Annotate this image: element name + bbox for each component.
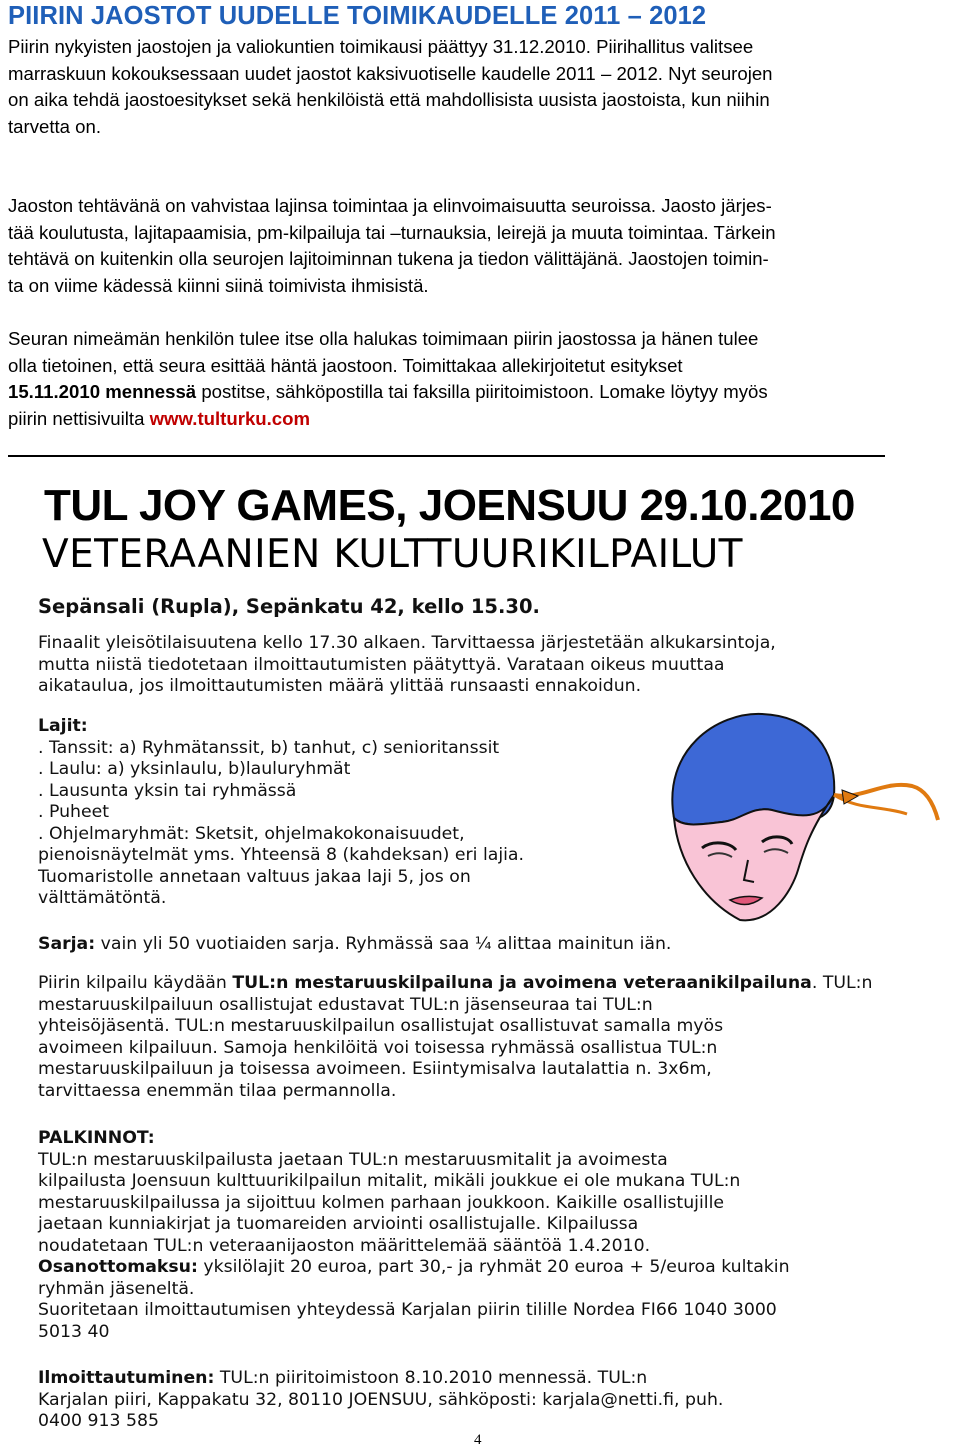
osanotto-label: Osanottomaksu: [38,1257,198,1277]
intro-line: Piirin nykyisten jaostojen ja valiokuntien toimikausi päättyy 31.12.2010. Piirihallitus valitsee [8,36,754,57]
info-bold: TUL:n mestaruuskilpailuna ja avoimena veteraanikilpailuna [232,973,812,993]
palkinnot-line: noudatetaan TUL:n veteraanijaoston määrittelemää sääntöä 1.4.2010. [38,1235,651,1256]
nominee-line [8,406,958,433]
palkinnot-line: mestaruuskilpailussa ja sijoittuu kolmen parhaan joukkoon. Kaikille osallistujille [38,1192,725,1213]
lajit-item: pienoisnäytelmät yms. Yhteensä 8 (kahdeksan) eri lajia. [38,845,525,865]
info-line [38,973,938,995]
tasks-line: Jaoston tehtävänä on vahvistaa lajinsa toimintaa ja elinvoimaisuutta seuroissa. Jaosto järjes- [8,195,772,216]
tasks-paragraph [8,193,958,299]
competition-info [38,973,938,1102]
page-heading: PIIRIN JAOSTOT UUDELLE TOIMIKAUDELLE 2011 – 2012 [8,2,707,30]
sarja-label: Sarja: [38,934,96,954]
lajit-heading: Lajit: [38,716,88,736]
ilmo-value: TUL:n piiritoimistoon 8.10.2010 mennessä. TUL:n [214,1368,648,1388]
palkinnot-section [38,1128,938,1343]
osanotto-line: Suoritetaan ilmoittautumisen yhteydessä Karjalan piirin tilille Nordea FI66 1040 3000 [38,1300,777,1320]
intro-line: on aika tehdä jaostoesitykset sekä henkilöistä että mahdollisista uusista jaostoista, kun niihin [8,89,770,110]
ilmo-line: Karjalan piiri, Kappakatu 32, 80110 JOENSUU, sähköposti: karjala@netti.fi, puh. [38,1389,724,1410]
deadline-text: 15.11.2010 mennessä [8,381,197,402]
info-line: tarvittaessa enemmän tilaa permannolla. [38,1080,397,1101]
intro-line: tarvetta on. [8,115,102,137]
event-venue: Sepänsali (Rupla), Sepänkatu 42, kello 15.30. [38,595,540,618]
website-link[interactable]: www.tulturku.com [149,407,311,429]
nominee-line-rest: postitse, sähköpostilla tai faksilla piiritoimistoon. Lomake löytyy myös [196,381,768,402]
ilmo-line [38,1368,938,1390]
palkinnot-line: kilpailusta Joensuun kulttuurikilpailun mitalit, mikäli joukkue ei ole mukana TUL:n [38,1171,741,1191]
nominee-line [8,379,958,406]
osanotto-line [38,1257,938,1279]
finals-text [38,633,938,698]
info-prefix: Piirin kilpailu käydään [38,973,233,993]
osanotto-line: ryhmän jäseneltä. [38,1278,195,1299]
sarja-value: vain yli 50 vuotiaiden sarja. Ryhmässä saa ¼ alittaa mainitun iän. [95,934,672,954]
event-subtitle: VETERAANIEN KULTTUURIKILPAILUT [42,532,743,577]
ilmo-line: 0400 913 585 [38,1411,159,1431]
lajit-item: Tuomaristolle annetaan valtuus jakaa laji 5, jos on [38,866,471,887]
info-line: avoimeen kilpailuun. Samoja henkilöitä voi toisessa ryhmässä osallistua TUL:n [38,1037,718,1058]
lajit-item: . Ohjelmaryhmät: Sketsit, ohjelmakokonaisuudet, [38,823,465,844]
nominee-paragraph [8,326,958,432]
lajit-item: . Puheet [38,802,110,822]
osanotto-value: yksilölajit 20 euroa, part 30,- ja ryhmät 20 euroa + 5/euroa kultakin [197,1257,790,1277]
lajit-item: . Tanssit: a) Ryhmätanssit, b) tanhut, c) senioritanssit [38,737,500,758]
palkinnot-line: TUL:n mestaruuskilpailusta jaetaan TUL:n mestaruusmitalit ja avoimesta [38,1149,668,1170]
finals-line: aikataulua, jos ilmoittautumisten määrä ylittää runsaasti ennakoidun. [38,676,642,696]
lajit-item: välttämätöntä. [38,888,167,908]
mask-face-illustration [622,710,942,925]
finals-line: Finaalit yleisötilaisuutena kello 17.30 alkaen. Tarvittaessa järjestetään alkukarsintoja, [38,633,776,653]
info-line: mestaruuskilpailuun ja toisessa avoimeen. Esiintymisalva lautalattia n. 3x6m, [38,1059,712,1079]
intro-paragraph [8,34,958,140]
lajit-item: . Laulu: a) yksinlaulu, b)lauluryhmät [38,759,351,779]
sarja-line [38,934,938,956]
info-suffix: . TUL:n [811,973,873,993]
tasks-line: ta on viime kädessä kiinni siinä toimivista ihmisistä. [8,274,429,296]
event-title: TUL JOY GAMES, JOENSUU 29.10.2010 [44,481,855,530]
info-line: mestaruuskilpailuun osallistujat edustavat TUL:n jäsenseuraa tai TUL:n [38,994,653,1015]
lajit-item: . Lausunta yksin tai ryhmässä [38,780,297,801]
finals-line: mutta niistä tiedotetaan ilmoittautumisten päätyttyä. Varataan oikeus muuttaa [38,654,725,675]
tasks-line: tää koulutusta, lajitapaamisia, pm-kilpailuja tai –turnauksia, leirejä ja muuta toimintaa. Tärkein [8,221,776,243]
sarja-text [38,934,938,956]
section-divider [8,455,885,457]
palkinnot-heading: PALKINNOT: [38,1128,155,1148]
osanotto-line: 5013 40 [38,1321,110,1342]
nominee-line: Seuran nimeämän henkilön tulee itse olla halukas toimimaan piirin jaostossa ja hänen tulee [8,328,759,349]
page-number: 4 [474,1432,482,1448]
tasks-line: tehtävä on kuitenkin olla seurojen lajitoiminnan tukena ja tiedon välittäjänä. Jaostojen toimin- [8,248,769,269]
website-prefix: piirin nettisivuilta [8,407,150,429]
registration-section [38,1368,938,1433]
info-line: yhteisöjäsentä. TUL:n mestaruuskilpailun osallistujat osallistuvat samalla myös [38,1016,724,1036]
palkinnot-line: jaetaan kunniakirjat ja tuomareiden arviointi osallistujalle. Kilpailussa [38,1214,639,1234]
nominee-line: olla tietoinen, että seura esittää häntä jaostoon. Toimittakaa allekirjoitetut esitykset [8,354,683,376]
intro-line: marraskuun kokouksessaan uudet jaostot kaksivuotiselle kaudelle 2011 – 2012. Nyt seurojen [8,62,773,84]
ilmo-label: Ilmoittautuminen: [38,1368,215,1388]
